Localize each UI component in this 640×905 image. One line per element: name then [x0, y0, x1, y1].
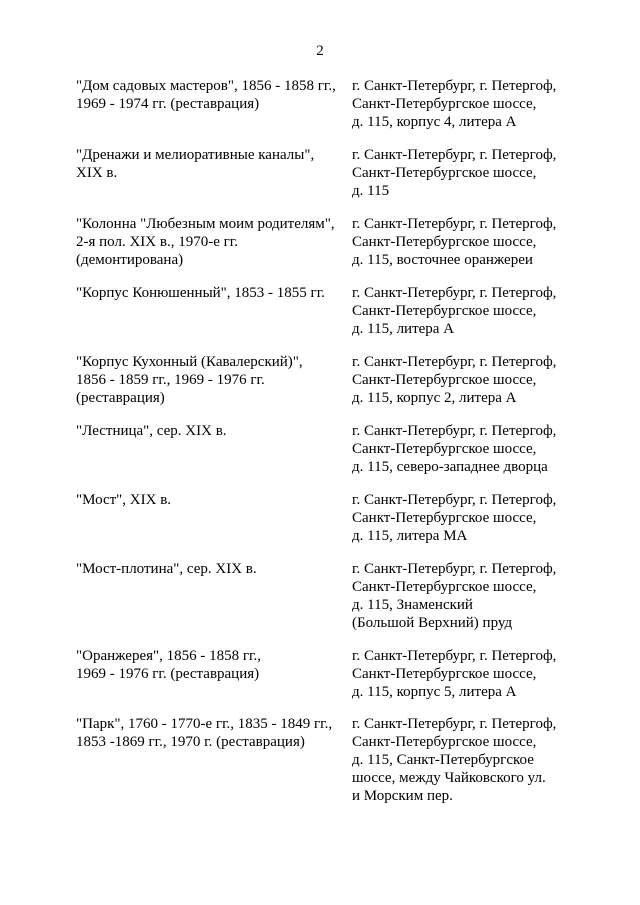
page-number: 2: [316, 43, 324, 59]
list-item: [0, 647, 640, 715]
object-address: г. Санкт-Петербург, г. Петергоф, Санкт-Петербургское шоссе, д. 115, Знаменский (Большой Верхний) пруд: [352, 561, 557, 631]
object-name: "Корпус Кухонный (Кавалерский)", 1856 - 1859 гг., 1969 - 1976 гг. (реставрация): [76, 354, 303, 406]
list-item: [0, 215, 640, 284]
object-name: "Парк", 1760 - 1770-е гг., 1835 - 1849 гг., 1853 -1869 гг., 1970 г. (реставрация): [76, 716, 333, 750]
list-item: [0, 560, 640, 647]
object-address: г. Санкт-Петербург, г. Петергоф, Санкт-Петербургское шоссе, д. 115: [352, 147, 557, 199]
object-name: "Мост", XIX в.: [76, 492, 172, 508]
object-name: "Оранжерея", 1856 - 1858 гг., 1969 - 1976 гг. (реставрация): [76, 648, 262, 682]
object-address: г. Санкт-Петербург, г. Петергоф, Санкт-Петербургское шоссе, д. 115, Санкт-Петербургское шоссе, между Чайковского ул. и Морским пер.: [352, 716, 557, 804]
object-address: г. Санкт-Петербург, г. Петергоф, Санкт-Петербургское шоссе, д. 115, корпус 2, литера А: [352, 354, 557, 406]
object-address: г. Санкт-Петербург, г. Петергоф, Санкт-Петербургское шоссе, д. 115, корпус 5, литера А: [352, 648, 557, 700]
object-address: г. Санкт-Петербург, г. Петергоф, Санкт-Петербургское шоссе, д. 115, литера МА: [352, 492, 557, 544]
list-item: [0, 715, 640, 805]
object-name: "Мост-плотина", сер. XIX в.: [76, 561, 257, 577]
list-item: [0, 77, 640, 146]
object-name: "Лестница", сер. XIX в.: [76, 423, 227, 439]
object-name: "Дренажи и мелиоративные каналы", XIX в.: [76, 147, 315, 181]
object-address: г. Санкт-Петербург, г. Петергоф, Санкт-Петербургское шоссе, д. 115, корпус 4, литера А: [352, 78, 557, 130]
object-address: г. Санкт-Петербург, г. Петергоф, Санкт-Петербургское шоссе, д. 115, литера А: [352, 285, 557, 337]
object-name: "Корпус Конюшенный", 1853 - 1855 гг.: [76, 285, 325, 301]
list-item: [0, 353, 640, 422]
object-address: г. Санкт-Петербург, г. Петергоф, Санкт-Петербургское шоссе, д. 115, северо-западнее дворца: [352, 423, 557, 475]
list-item: [0, 284, 640, 353]
list-item: [0, 491, 640, 560]
heritage-entries-list: [0, 77, 640, 805]
object-name: "Дом садовых мастеров", 1856 - 1858 гг., 1969 - 1974 гг. (реставрация): [76, 78, 336, 112]
list-item: [0, 422, 640, 491]
list-item: [0, 146, 640, 215]
object-name: "Колонна "Любезным моим родителям", 2-я пол. XIX в., 1970-е гг. (демонтирована): [76, 216, 335, 268]
object-address: г. Санкт-Петербург, г. Петергоф, Санкт-Петербургское шоссе, д. 115, восточнее оранжереи: [352, 216, 557, 268]
